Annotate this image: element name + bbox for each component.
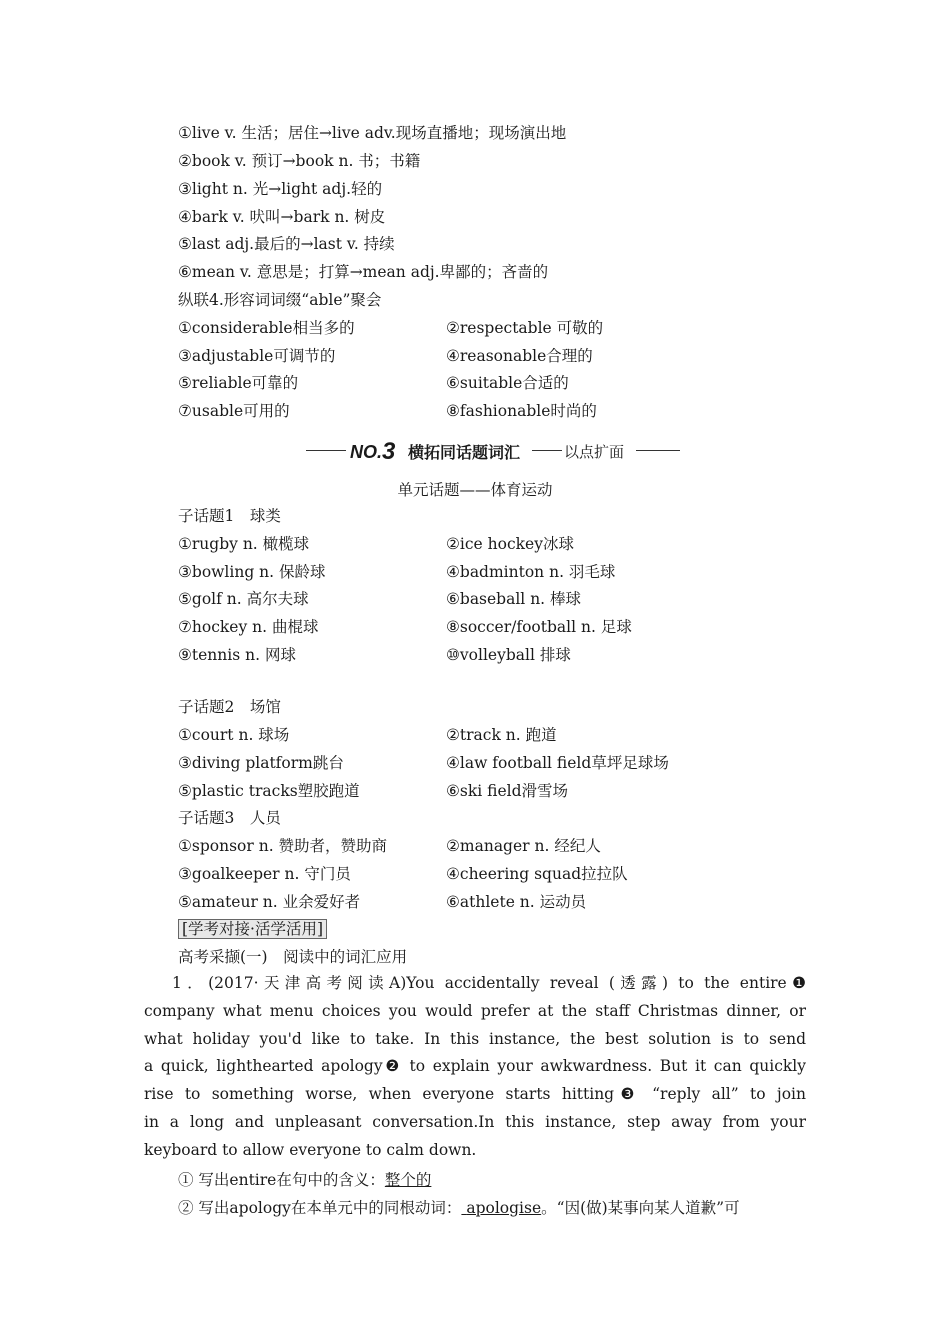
suffix-word: ⑧fashionable时尚的	[446, 402, 597, 420]
topic1-heading: 子话题1 球类	[178, 507, 281, 525]
question-2-prompt: ② 写出apology在本单元中的同根动词：	[178, 1199, 462, 1217]
vocab-item: ⑥athlete n. 运动员	[446, 893, 587, 911]
poly-item-1: ①live v. 生活；居住→live adv.现场直播地；现场演出地	[178, 124, 567, 142]
question-1	[178, 1170, 431, 1190]
unit-topic: 单元话题——体育运动	[397, 481, 553, 499]
vocab-item: ④cheering squad拉拉队	[446, 865, 628, 883]
suffix-word: ⑤reliable可靠的	[178, 374, 299, 392]
vocab-item: ①rugby n. 橄榄球	[178, 535, 310, 553]
passage-line: a quick, lighthearted apology❷ to explain your awkwardness. But it can quickly	[144, 1057, 806, 1076]
question-2-tail: 。“因(做)某事向某人道歉”可	[541, 1199, 740, 1217]
poly-item-3: ③light n. 光→light adj.轻的	[178, 180, 383, 198]
suffix-word: ⑦usable可用的	[178, 402, 290, 420]
vocab-item: ③diving platform跳台	[178, 754, 344, 772]
question-2-answer: apologise	[466, 1199, 542, 1217]
vocab-item: ⑤golf n. 高尔夫球	[178, 590, 309, 608]
vocab-item: ⑥ski field滑雪场	[446, 782, 569, 800]
vocab-item: ④badminton n. 羽毛球	[446, 563, 616, 581]
banner-number: NO.3	[350, 438, 396, 465]
poly-item-5: ⑤last adj.最后的→last v. 持续	[178, 235, 395, 253]
passage-line: keyboard to allow everyone to calm down.	[144, 1140, 477, 1159]
vocab-item: ④law football field草坪足球场	[446, 754, 669, 772]
banner-subtitle: 以点扩面	[564, 443, 625, 461]
passage-line: in a long and unpleasant conversation.In this instance, step away from your	[144, 1112, 806, 1131]
section-box-label: [学考对接·活学活用]	[178, 919, 327, 939]
question-2	[178, 1198, 740, 1218]
poly-item-6: ⑥mean v. 意思是；打算→mean adj.卑鄙的；吝啬的	[178, 263, 549, 281]
passage-line: 1．(2017·天津高考阅读A)You accidentally reveal (透露) to the entire❶	[172, 974, 806, 992]
suffix-word: ④reasonable合理的	[446, 347, 593, 365]
vocab-item: ②track n. 跑道	[446, 726, 557, 744]
reading-passage	[144, 970, 806, 1165]
banner-rule-mid	[532, 450, 562, 451]
question-1-answer: 整个的	[384, 1171, 432, 1189]
vocab-item: ⑤plastic tracks塑胶跑道	[178, 782, 360, 800]
suffix-word: ⑥suitable合适的	[446, 374, 569, 392]
vocab-item: ①sponsor n. 赞助者，赞助商	[178, 837, 388, 855]
vocab-item: ⑧soccer/football n. 足球	[446, 618, 632, 636]
passage-line: what holiday you'd like to take. In this instance, the best solution is to send	[144, 1029, 806, 1048]
poly-item-2: ②book v. 预订→book n. 书；书籍	[178, 152, 421, 170]
topic2-heading: 子话题2 场馆	[178, 698, 281, 716]
suffix-word: ③adjustable可调节的	[178, 347, 336, 365]
vocab-item: ⑤amateur n. 业余爱好者	[178, 893, 361, 911]
poly-item-4: ④bark v. 吠叫→bark n. 树皮	[178, 208, 386, 226]
topic3-heading: 子话题3 人员	[178, 809, 281, 827]
vocab-item: ⑨tennis n. 网球	[178, 646, 296, 664]
suffix-word: ②respectable 可敬的	[446, 319, 604, 337]
vocab-item: ⑥baseball n. 棒球	[446, 590, 582, 608]
section-title: 高考采撷(一) 阅读中的词汇应用	[178, 948, 408, 966]
passage-line: company what menu choices you would prefer at the staff Christmas dinner, or	[144, 1001, 806, 1020]
question-1-prompt: ① 写出entire在句中的含义：	[178, 1171, 385, 1189]
vocab-item: ③goalkeeper n. 守门员	[178, 865, 351, 883]
vocab-item: ③bowling n. 保龄球	[178, 563, 326, 581]
banner-title: 横拓同话题词汇	[408, 443, 521, 462]
banner-rule-right	[636, 450, 680, 451]
banner-rule-left	[306, 450, 346, 451]
vocab-item: ⑦hockey n. 曲棍球	[178, 618, 319, 636]
suffix-word: ①considerable相当多的	[178, 319, 355, 337]
vocab-item: ②ice hockey冰球	[446, 535, 574, 553]
section-banner	[300, 437, 680, 463]
vocab-item: ②manager n. 经纪人	[446, 837, 601, 855]
vocab-item: ⑩volleyball 排球	[446, 646, 571, 664]
suffix-heading: 纵联4.形容词词缀“able”聚会	[178, 291, 382, 309]
section-box-line	[178, 919, 327, 939]
vocab-item: ①court n. 球场	[178, 726, 290, 744]
passage-line: rise to something worse, when everyone starts hitting❸ “reply all” to join	[144, 1085, 806, 1104]
